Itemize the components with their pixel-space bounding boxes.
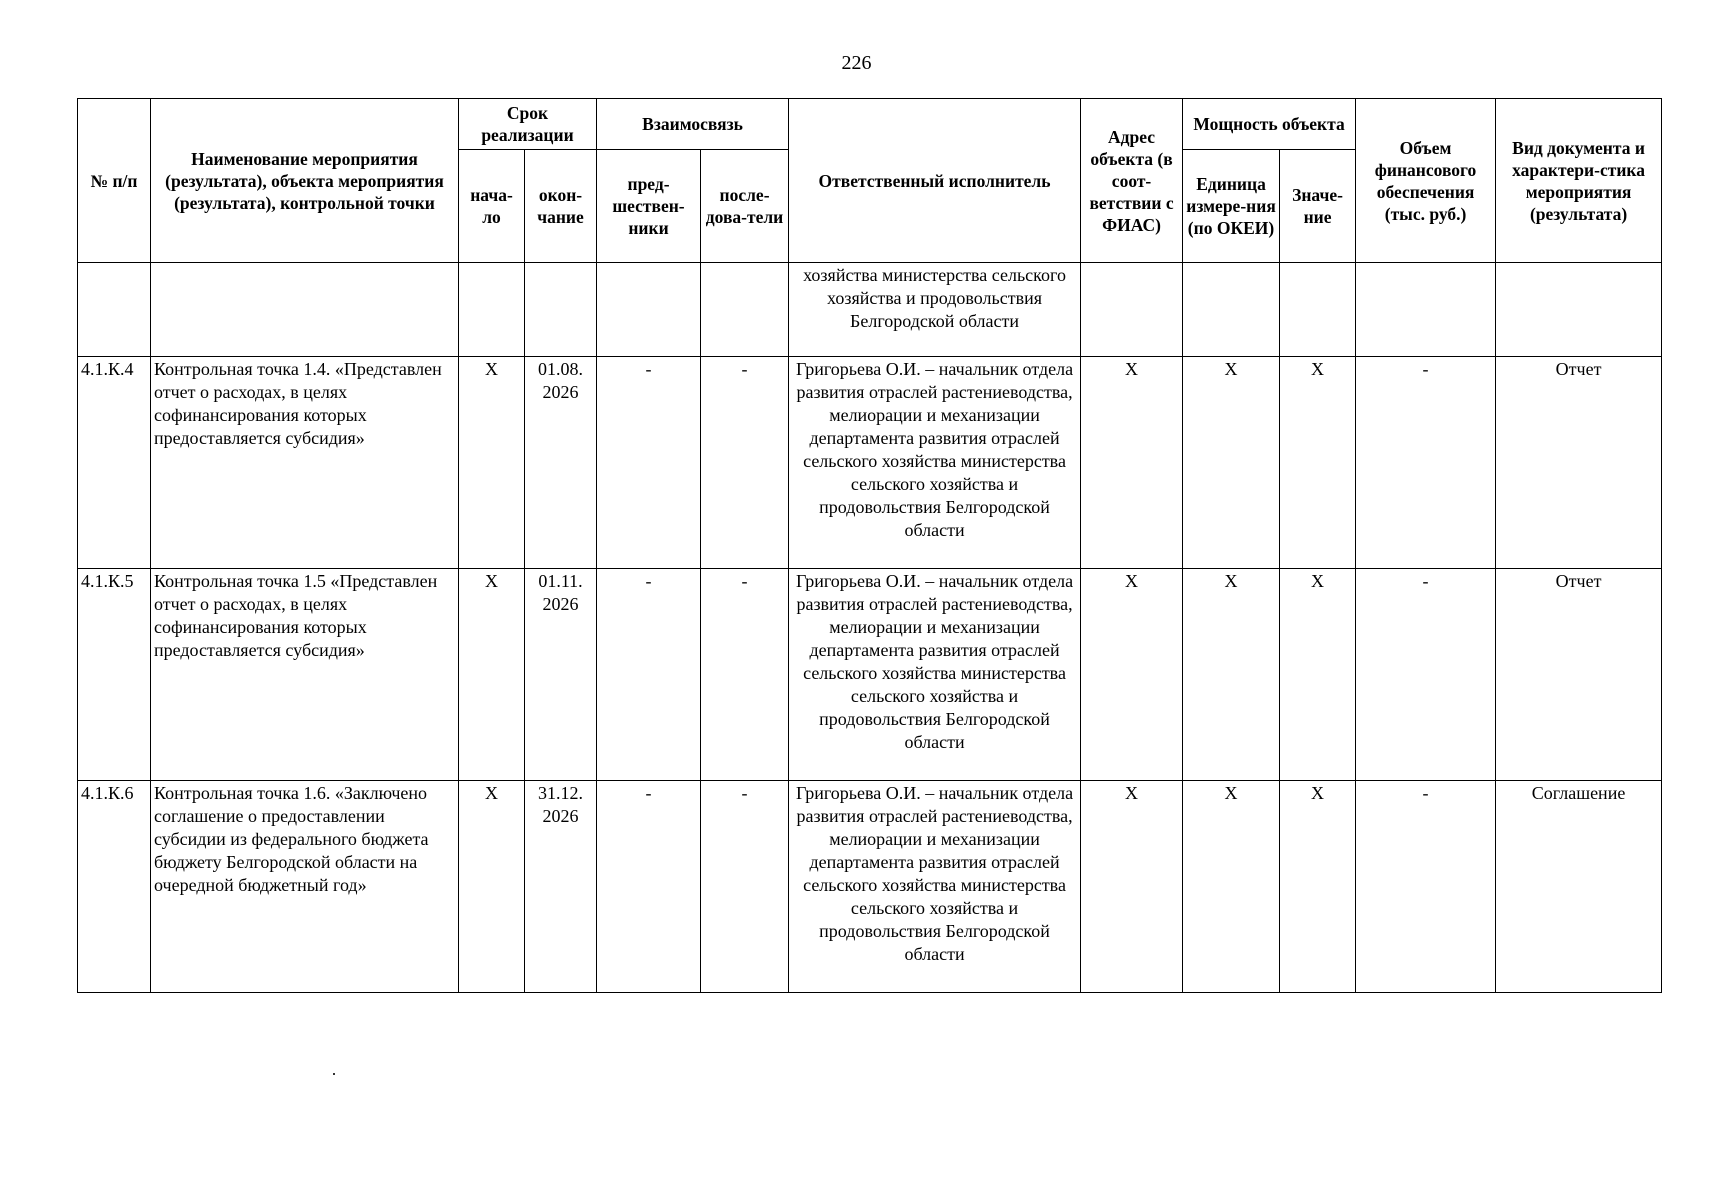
header-address: Адрес объекта (в соот-ветствии с ФИАС) (1081, 99, 1183, 263)
cell-address: X (1081, 781, 1183, 993)
scan-speck (333, 1073, 335, 1075)
table-row (78, 357, 1662, 569)
header-capacity-value: Значе-ние (1280, 150, 1356, 263)
table-row-continuation (78, 263, 1662, 357)
cell-prev: - (597, 357, 701, 569)
cell-prev: - (597, 781, 701, 993)
header-doc: Вид документа и характери-стика мероприятия (результата) (1496, 99, 1662, 263)
header-num: № п/п (78, 99, 151, 263)
header-responsible: Ответственный исполнитель (789, 99, 1081, 263)
table-row (78, 781, 1662, 993)
cell-end: 01.08. 2026 (525, 357, 597, 569)
cell-address: X (1081, 569, 1183, 781)
cell-value: X (1280, 781, 1356, 993)
cell-name: Контрольная точка 1.4. «Представлен отчет о расходах, в целях софинансирования которых предоставляется субсидия» (151, 357, 459, 569)
cell-finance: - (1356, 569, 1496, 781)
cell-value: X (1280, 569, 1356, 781)
cell-finance: - (1356, 357, 1496, 569)
cell-start: X (459, 781, 525, 993)
cell-doc: Соглашение (1496, 781, 1662, 993)
cell-start: X (459, 357, 525, 569)
cell-start: X (459, 569, 525, 781)
cell-unit: X (1183, 569, 1280, 781)
cell-address: X (1081, 357, 1183, 569)
cell-name: Контрольная точка 1.6. «Заключено соглашение о предоставлении субсидии из федерального бюджета бюджету Белгородской области на очередной бюджетный год» (151, 781, 459, 993)
cell-responsible: Григорьева О.И. – начальник отдела развития отраслей растениеводства, мелиорации и механизации департамента развития отраслей сельского хозяйства министерства сельского хозяйства и продовольствия Белгородской области (789, 357, 1081, 569)
cell-responsible: Григорьева О.И. – начальник отдела развития отраслей растениеводства, мелиорации и механизации департамента развития отраслей сельского хозяйства министерства сельского хозяйства и продовольствия Белгородской области (789, 781, 1081, 993)
header-link-next: после-дова-тели (701, 150, 789, 263)
header-term-start: нача-ло (459, 150, 525, 263)
header-term: Срок реализации (459, 99, 597, 150)
cell-end: 31.12. 2026 (525, 781, 597, 993)
plan-table (77, 98, 1662, 993)
header-capacity-unit: Единица измере-ния (по ОКЕИ) (1183, 150, 1280, 263)
cell-unit: X (1183, 781, 1280, 993)
cell-end: 01.11. 2026 (525, 569, 597, 781)
header-name: Наименование мероприятия (результата), объекта мероприятия (результата), контрольной точки (151, 99, 459, 263)
cell-next: - (701, 357, 789, 569)
cell-num: 4.1.К.4 (78, 357, 151, 569)
header-link: Взаимосвязь (597, 99, 789, 150)
cell-responsible: хозяйства министерства сельского хозяйства и продовольствия Белгородской области (789, 263, 1081, 357)
cell-unit: X (1183, 357, 1280, 569)
header-finance: Объем финансового обеспечения (тыс. руб.) (1356, 99, 1496, 263)
cell-doc: Отчет (1496, 569, 1662, 781)
header-term-end: окон-чание (525, 150, 597, 263)
header-capacity: Мощность объекта (1183, 99, 1356, 150)
cell-next: - (701, 781, 789, 993)
cell-value: X (1280, 357, 1356, 569)
table-header (78, 99, 1662, 263)
cell-prev: - (597, 569, 701, 781)
header-link-prev: пред-шествен-ники (597, 150, 701, 263)
table-row (78, 569, 1662, 781)
cell-next: - (701, 569, 789, 781)
page-number: 226 (841, 52, 872, 74)
cell-doc: Отчет (1496, 357, 1662, 569)
cell-responsible: Григорьева О.И. – начальник отдела развития отраслей растениеводства, мелиорации и механизации департамента развития отраслей сельского хозяйства министерства сельского хозяйства и продовольствия Белгородской области (789, 569, 1081, 781)
cell-num: 4.1.К.5 (78, 569, 151, 781)
cell-finance: - (1356, 781, 1496, 993)
cell-num: 4.1.К.6 (78, 781, 151, 993)
cell-name: Контрольная точка 1.5 «Представлен отчет о расходах, в целях софинансирования которых предоставляется субсидия» (151, 569, 459, 781)
